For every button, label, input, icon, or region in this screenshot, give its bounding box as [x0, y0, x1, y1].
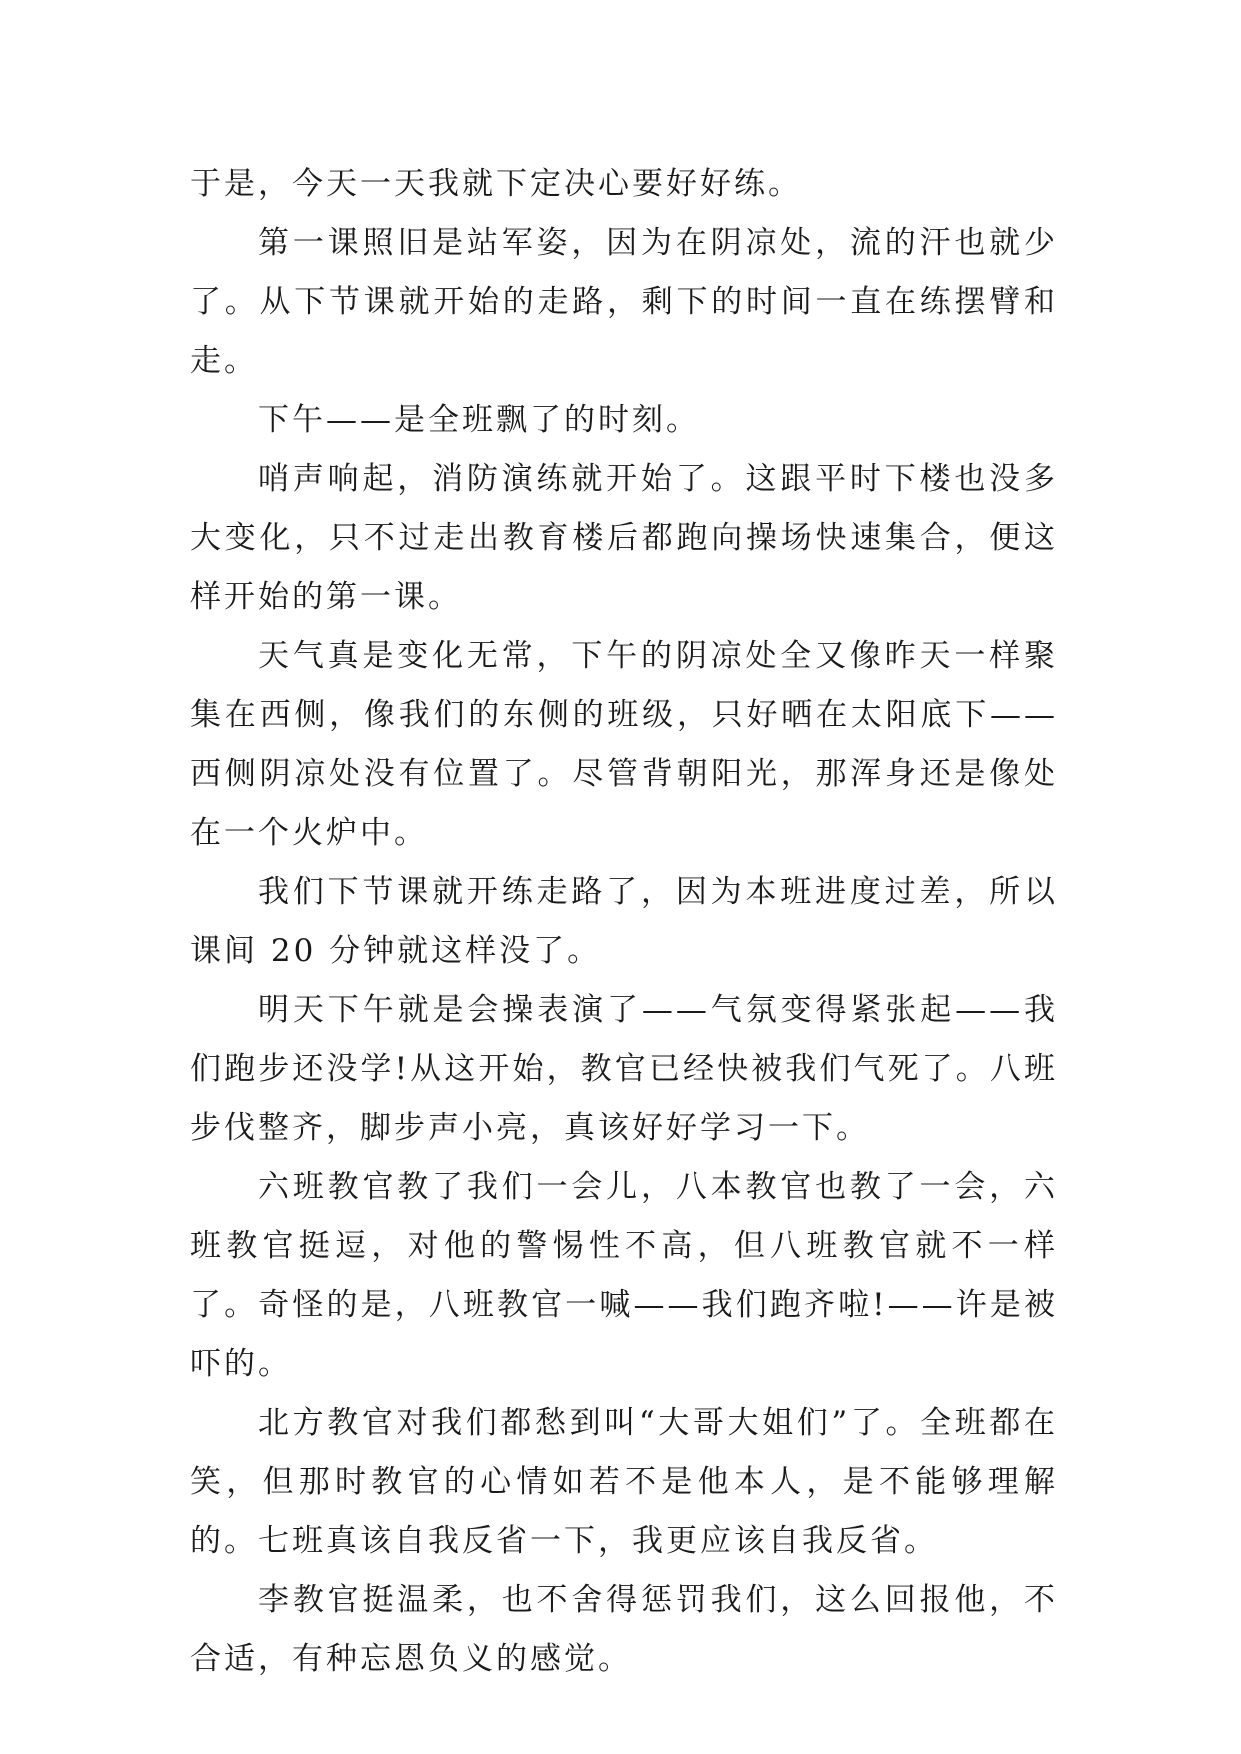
- paragraph: 六班教官教了我们一会儿，八本教官也教了一会，六班教官挺逗，对他的警惕性不高，但八班教官就不一样了。奇怪的是，八班教官一喊——我们跑齐啦!——许是被吓的。: [190, 1169, 1058, 1382]
- paragraph: 下午——是全班飘了的时刻。: [258, 402, 700, 438]
- paragraph: 于是，今天一天我就下定决心要好好练。: [190, 166, 802, 202]
- paragraph: 明天下午就是会操表演了——气氛变得紧张起——我们跑步还没学!从这开始，教官已经快被我们气死了。八班步伐整齐，脚步声小亮，真该好好学习一下。: [190, 992, 1058, 1146]
- paragraph: 第一课照旧是站军姿，因为在阴凉处，流的汗也就少了。从下节课就开始的走路，剩下的时间一直在练摆臂和走。: [190, 225, 1058, 379]
- paragraph: 天气真是变化无常，下午的阴凉处全又像昨天一样聚集在西侧，像我们的东侧的班级，只好晒在太阳底下——西侧阴凉处没有位置了。尽管背朝阳光，那浑身还是像处在一个火炉中。: [190, 638, 1058, 851]
- paragraph: 北方教官对我们都愁到叫“大哥大姐们”了。全班都在笑，但那时教官的心情如若不是他本人，是不能够理解的。七班真该自我反省一下，我更应该自我反省。: [190, 1405, 1058, 1559]
- document-body: [190, 155, 1058, 1689]
- paragraph: 李教官挺温柔，也不舍得惩罚我们，这么回报他，不合适，有种忘恩负义的感觉。: [190, 1582, 1058, 1677]
- paragraph: 我们下节课就开练走路了，因为本班进度过差，所以课间 20 分钟就这样没了。: [190, 874, 1058, 969]
- paragraph: 哨声响起，消防演练就开始了。这跟平时下楼也没多大变化，只不过走出教育楼后都跑向操场快速集合，便这样开始的第一课。: [190, 461, 1058, 615]
